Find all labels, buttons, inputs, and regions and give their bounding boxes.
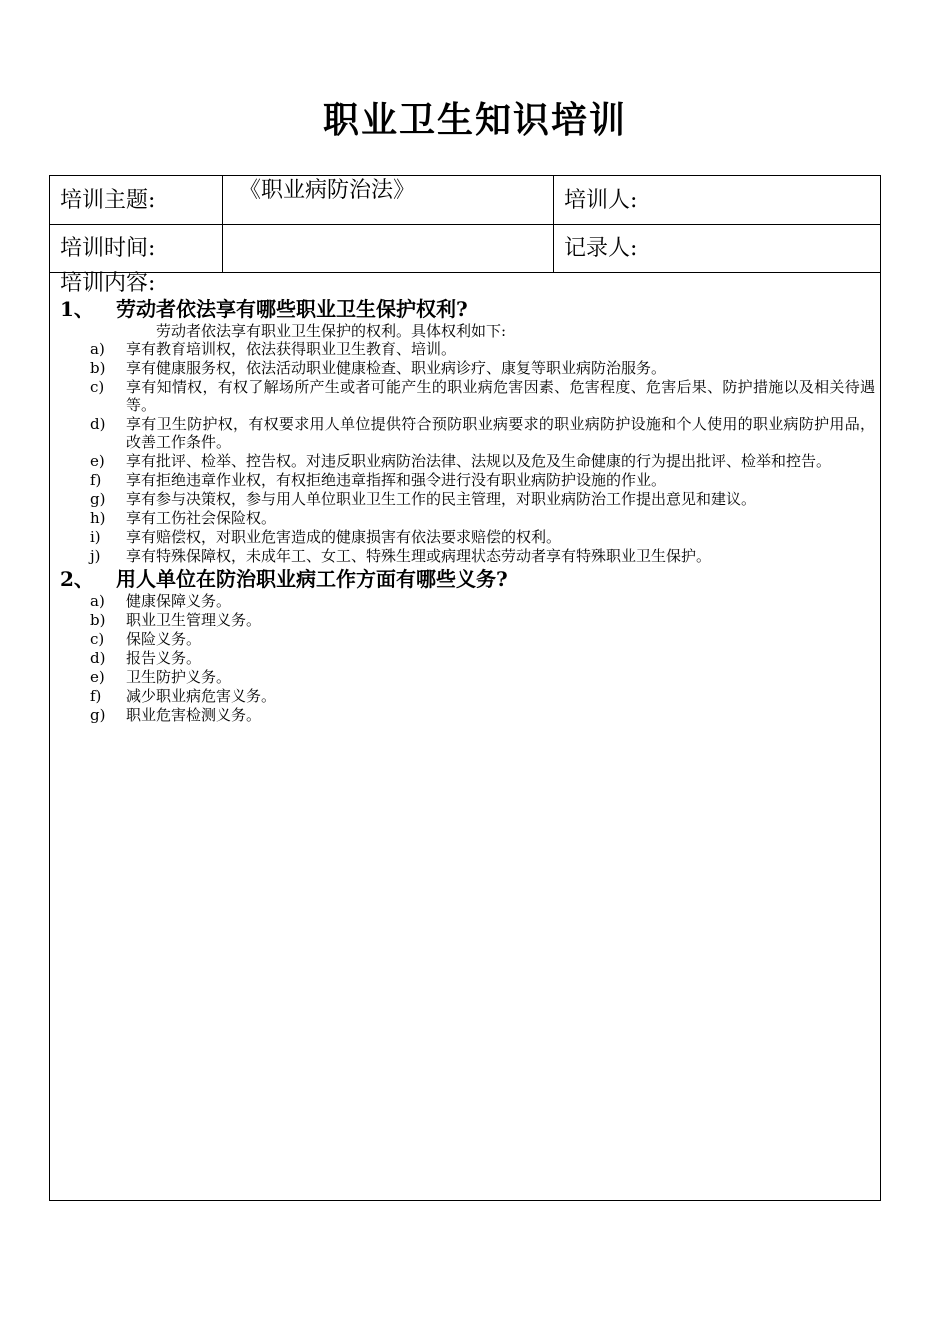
section-number: 1、 [60, 297, 94, 321]
list-item [60, 528, 875, 546]
column-divider [222, 176, 223, 272]
list-item [60, 706, 875, 724]
recorder-label: 记录人: [564, 236, 638, 261]
list-item [60, 452, 875, 470]
list-item-text: 享有批评、检举、控告权。对违反职业病防治法律、法规以及危及生命健康的行为提出批评、检举和控告。 [126, 452, 832, 470]
list-item [60, 649, 875, 667]
list-item [60, 547, 875, 565]
page-title: 职业卫生知识培训 [322, 99, 627, 141]
list-item-text: 健康保障义务。 [126, 592, 232, 610]
section-number: 2、 [60, 567, 94, 591]
list-marker: e) [90, 452, 105, 470]
topic-label: 培训主题: [60, 188, 156, 213]
list-item-text: 享有卫生防护权，有权要求用人单位提供符合预防职业病要求的职业病防护设施和个人使用的职业病防护用品，改善工作条件。 [126, 415, 875, 451]
topic-value[interactable]: 《职业病防治法》 [239, 178, 416, 203]
list-marker: g) [90, 706, 106, 724]
list-item [60, 415, 875, 451]
list-marker: c) [90, 378, 105, 396]
section-heading-text: 劳动者依法享有哪些职业卫生保护权利? [116, 297, 468, 321]
list-item-text: 报告义务。 [126, 649, 202, 667]
obligations-list [60, 592, 875, 724]
list-item-text: 职业卫生管理义务。 [126, 611, 262, 629]
list-marker: h) [90, 509, 106, 527]
list-item-text: 享有健康服务权，依法活动职业健康检查、职业病诊疗、康复等职业病防治服务。 [126, 359, 667, 377]
section-heading [60, 566, 875, 592]
trainer-label: 培训人: [564, 188, 638, 213]
list-item [60, 630, 875, 648]
list-marker: j) [90, 547, 101, 565]
list-marker: a) [90, 340, 105, 358]
list-item [60, 359, 875, 377]
list-marker: f) [90, 687, 102, 705]
list-marker: a) [90, 592, 105, 610]
section-heading [60, 296, 875, 322]
list-item [60, 471, 875, 489]
section-intro: 劳动者依法享有职业卫生保护的权利。具体权利如下: [156, 322, 507, 340]
list-item [60, 490, 875, 508]
list-item-text: 卫生防护义务。 [126, 668, 232, 686]
rights-list [60, 340, 875, 565]
list-marker: b) [90, 611, 106, 629]
list-marker: e) [90, 668, 105, 686]
list-item-text: 享有工伤社会保险权。 [126, 509, 277, 527]
content-label: 培训内容: [60, 271, 156, 296]
list-item-text: 减少职业病危害义务。 [126, 687, 277, 705]
training-record-form [49, 175, 881, 1201]
list-marker: d) [90, 415, 106, 433]
list-item-text: 享有教育培训权，依法获得职业卫生教育、培训。 [126, 340, 457, 358]
section-heading-text: 用人单位在防治职业病工作方面有哪些义务? [116, 567, 508, 591]
list-item [60, 592, 875, 610]
list-marker: d) [90, 649, 106, 667]
time-label: 培训时间: [60, 236, 156, 261]
list-item [60, 687, 875, 705]
list-marker: g) [90, 490, 106, 508]
list-item-text: 享有拒绝违章作业权，有权拒绝违章指挥和强令进行没有职业病防护设施的作业。 [126, 471, 667, 489]
list-item-text: 职业危害检测义务。 [126, 706, 262, 724]
list-item-text: 享有赔偿权，对职业危害造成的健康损害有依法要求赔偿的权利。 [126, 528, 562, 546]
list-marker: c) [90, 630, 105, 648]
list-item-text: 享有特殊保障权，未成年工、女工、特殊生理或病理状态劳动者享有特殊职业卫生保护。 [126, 547, 712, 565]
training-content [60, 272, 875, 725]
list-item-text: 保险义务。 [126, 630, 202, 648]
list-marker: f) [90, 471, 102, 489]
list-item [60, 611, 875, 629]
row-divider [50, 224, 880, 225]
list-marker: b) [90, 359, 106, 377]
list-item [60, 509, 875, 527]
list-item [60, 378, 875, 414]
list-marker: i) [90, 528, 101, 546]
list-item [60, 340, 875, 358]
column-divider [553, 176, 554, 272]
list-item-text: 享有知情权，有权了解场所产生或者可能产生的职业病危害因素、危害程度、危害后果、防护措施以及相关待遇等。 [126, 378, 875, 414]
list-item-text: 享有参与决策权，参与用人单位职业卫生工作的民主管理，对职业病防治工作提出意见和建议。 [126, 490, 757, 508]
list-item [60, 668, 875, 686]
